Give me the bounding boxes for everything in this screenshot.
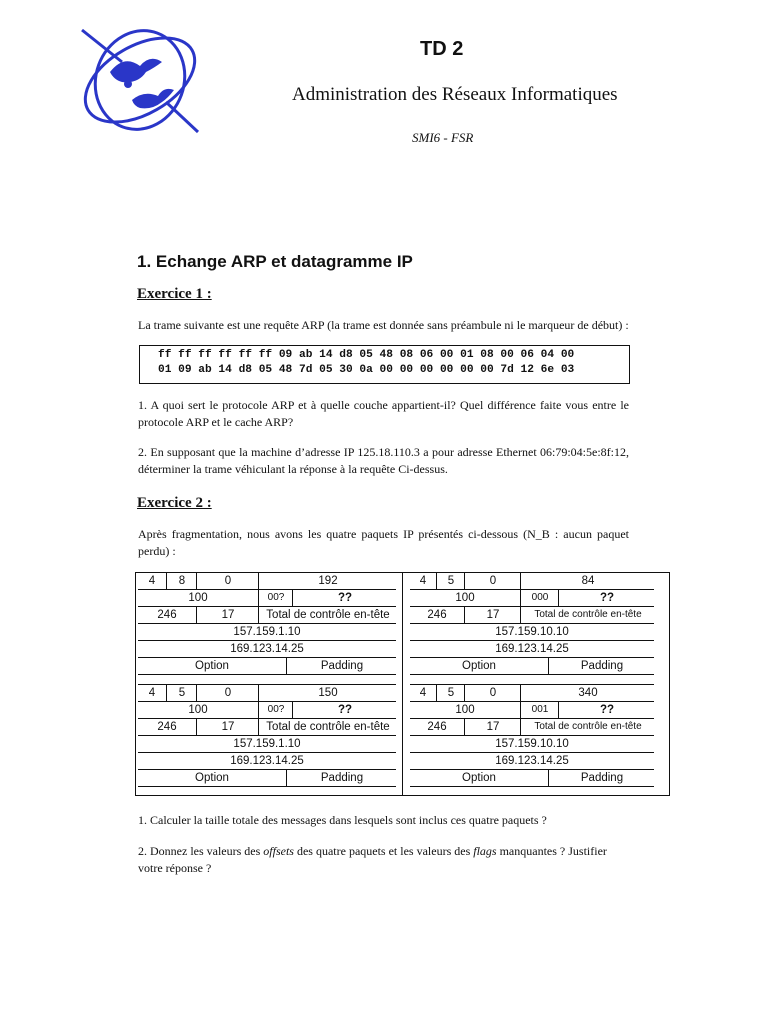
ip-packet-2 bbox=[410, 573, 654, 675]
packet-ihl: 5 bbox=[436, 685, 465, 701]
packet-id: 100 bbox=[455, 592, 475, 604]
question2-suffix: manquantes ? Justifier votre réponse ? bbox=[138, 844, 607, 875]
exercise2-title: Exercice 2 : bbox=[137, 495, 212, 511]
packet-padding: Padding bbox=[286, 658, 397, 674]
packet-src: 157.159.1.10 bbox=[233, 738, 301, 750]
packet-version: 4 bbox=[419, 575, 427, 587]
packet-ttl: 246 bbox=[157, 721, 177, 733]
packet-flags: 000 bbox=[520, 590, 559, 606]
section-title: 1. Echange ARP et datagramme IP bbox=[137, 252, 413, 271]
packet-ihl: 8 bbox=[166, 573, 197, 589]
exercise2-intro: Après fragmentation, nous avons les quatre paquets IP présentés ci-dessous (N_B : aucun paquet perdu) : bbox=[138, 527, 629, 558]
exercise1-question1: 1. A quoi sert le protocole ARP et à quelle couche appartient-il? Quel différence faite vous entre le protocole ARP et le cache ARP? bbox=[138, 398, 629, 429]
packet-id: 100 bbox=[455, 704, 475, 716]
packet-src: 157.159.1.10 bbox=[233, 626, 301, 638]
packet-ttl: 246 bbox=[427, 609, 447, 621]
packet-version: 4 bbox=[148, 687, 156, 699]
packet-dst: 169.123.14.25 bbox=[230, 643, 304, 655]
packet-id: 100 bbox=[188, 592, 208, 604]
question2-flags: flags bbox=[473, 844, 497, 858]
packet-tos: 0 bbox=[464, 573, 521, 589]
packet-dst: 169.123.14.25 bbox=[495, 643, 569, 655]
packet-dst: 169.123.14.25 bbox=[230, 755, 304, 767]
arp-frame-line-1: ff ff ff ff ff ff 09 ab 14 d8 05 48 08 06 00 01 08 00 06 04 00 bbox=[158, 349, 575, 361]
ip-packet-3 bbox=[138, 684, 396, 787]
packet-offset: ?? bbox=[292, 590, 397, 606]
packet-checksum: Total de contrôle en-tête bbox=[520, 607, 655, 623]
packet-checksum: Total de contrôle en-tête bbox=[258, 719, 397, 735]
exercise1-intro: La trame suivante est une requête ARP (la trame est donnée sans préambule ni le marqueur de début) : bbox=[138, 318, 629, 332]
packet-padding: Padding bbox=[548, 770, 655, 786]
td-title: TD 2 bbox=[420, 38, 464, 60]
packet-option: Option bbox=[462, 772, 496, 784]
packet-padding: Padding bbox=[286, 770, 397, 786]
packet-tos: 0 bbox=[464, 685, 521, 701]
packet-version: 4 bbox=[148, 575, 156, 587]
packet-flags: 00? bbox=[258, 590, 293, 606]
packet-total-length: 340 bbox=[520, 685, 655, 701]
exercise1-title: Exercice 1 : bbox=[137, 286, 212, 302]
packet-id: 100 bbox=[188, 704, 208, 716]
packet-src: 157.159.10.10 bbox=[495, 738, 569, 750]
packet-offset: ?? bbox=[558, 702, 655, 718]
packet-src: 157.159.10.10 bbox=[495, 626, 569, 638]
packet-total-length: 192 bbox=[258, 573, 397, 589]
packet-ihl: 5 bbox=[166, 685, 197, 701]
question2-prefix: 2. Donnez les valeurs des bbox=[138, 844, 264, 858]
packet-offset: ?? bbox=[558, 590, 655, 606]
packet-total-length: 84 bbox=[520, 573, 655, 589]
packet-ttl: 246 bbox=[427, 721, 447, 733]
ip-packet-1 bbox=[138, 573, 396, 675]
packet-checksum: Total de contrôle en-tête bbox=[258, 607, 397, 623]
packet-ttl: 246 bbox=[157, 609, 177, 621]
packet-option: Option bbox=[195, 660, 229, 672]
packet-flags: 00? bbox=[258, 702, 293, 718]
packet-protocol: 17 bbox=[196, 719, 259, 735]
packet-version: 4 bbox=[419, 687, 427, 699]
arp-frame-line-2: 01 09 ab 14 d8 05 48 7d 05 30 0a 00 00 00 00 00 00 7d 12 6e 03 bbox=[158, 364, 575, 376]
exercise1-question2: 2. En supposant que la machine d’adresse IP 125.18.110.3 a pour adresse Ethernet 06:79:04:5e:8f:12, déterminer la trame véhiculant la réponse à la requête Ci-dessus. bbox=[138, 445, 629, 476]
packet-checksum: Total de contrôle en-tête bbox=[520, 719, 655, 735]
packets-divider bbox=[402, 572, 403, 796]
packet-tos: 0 bbox=[196, 573, 259, 589]
packet-protocol: 17 bbox=[196, 607, 259, 623]
packet-protocol: 17 bbox=[464, 607, 521, 623]
packet-option: Option bbox=[195, 772, 229, 784]
ip-packet-4 bbox=[410, 684, 654, 787]
course-title: Administration des Réseaux Informatiques bbox=[292, 84, 618, 105]
packet-option: Option bbox=[462, 660, 496, 672]
packet-padding: Padding bbox=[548, 658, 655, 674]
packet-tos: 0 bbox=[196, 685, 259, 701]
exercise2-question2 bbox=[138, 843, 629, 877]
course-subtitle: SMI6 - FSR bbox=[412, 130, 474, 145]
university-logo bbox=[70, 22, 205, 137]
packet-protocol: 17 bbox=[464, 719, 521, 735]
exercise2-question1: 1. Calculer la taille totale des messages dans lesquels sont inclus ces quatre paquets ? bbox=[138, 813, 547, 827]
packet-flags: 001 bbox=[520, 702, 559, 718]
question2-middle: des quatre paquets et les valeurs des bbox=[293, 844, 474, 858]
packet-total-length: 150 bbox=[258, 685, 397, 701]
packet-ihl: 5 bbox=[436, 573, 465, 589]
arp-frame-box bbox=[139, 345, 630, 384]
packet-dst: 169.123.14.25 bbox=[495, 755, 569, 767]
question2-offsets: offsets bbox=[263, 844, 294, 858]
packet-offset: ?? bbox=[292, 702, 397, 718]
